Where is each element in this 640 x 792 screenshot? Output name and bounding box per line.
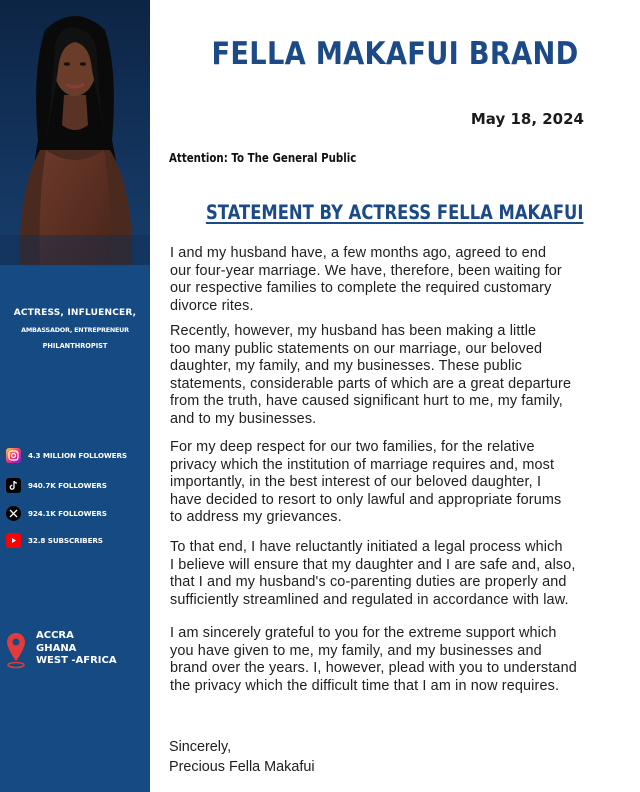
instagram-count: 4.3 MILLION FOLLOWERS (28, 451, 128, 460)
paragraph-line: For my deep respect for our two families, for the relative (170, 439, 535, 455)
paragraph-line: Recently, however, my husband has been making a little (170, 323, 537, 339)
instagram-followers[interactable] (6, 448, 150, 463)
x-count: 924.1K FOLLOWERS (28, 509, 107, 518)
statement-title (150, 201, 640, 224)
tiktok-icon (6, 478, 21, 493)
x-icon (6, 506, 21, 521)
tiktok-count: 940.7K FOLLOWERS (28, 481, 107, 490)
statement-title-text: STATEMENT BY ACTRESS FELLA MAKAFUI (206, 201, 584, 224)
paragraph-line: I am sincerely grateful to you for the extreme support which (170, 625, 557, 641)
paragraph-line: to address my grievances. (170, 509, 342, 526)
paragraph-line: that I and my husband's co-parenting duties are properly and (170, 574, 567, 591)
sidebar (0, 0, 150, 792)
paragraph-1 (170, 245, 562, 315)
role-line: AMBASSADOR, ENTREPRENEUR (21, 326, 129, 334)
youtube-count: 32.8 SUBSCRIBERS (28, 536, 103, 545)
youtube-icon (6, 533, 21, 548)
paragraph-line: I and my husband have, a few months ago, agreed to end (170, 245, 547, 261)
paragraph-2 (170, 323, 571, 429)
paragraph-line: privacy which the institution of marriage requires and, most (170, 456, 555, 473)
paragraph-5 (170, 625, 577, 695)
signature-name: Precious Fella Makafui (169, 759, 315, 775)
location-region: WEST -AFRICA (36, 655, 117, 666)
paragraph-line: To that end, I have reluctantly initiated a legal process which (170, 539, 563, 555)
role-line: PHILANTHROPIST (42, 342, 108, 350)
paragraph-line: and to my businesses. (170, 410, 317, 427)
paragraph-line: importantly, in the best interest of our beloved daughter, I (170, 474, 542, 491)
paragraph-line: brand over the years. I, however, plead with you to understand (170, 660, 577, 677)
role-line: ACTRESS, INFLUENCER, (13, 308, 137, 318)
tiktok-followers[interactable] (6, 478, 150, 493)
instagram-icon (6, 448, 21, 463)
paragraph-line: have decided to resort to only lawful and appropriate forums (170, 491, 562, 508)
letter (150, 0, 640, 792)
paragraph-line: sufficiently streamlined and regulated in accordance with law. (170, 591, 569, 608)
paragraph-line: too many public statements on our marriage, our beloved (170, 340, 543, 357)
paragraph-line: statements, considerable parts of which are a great departure (170, 375, 572, 392)
roles-block (0, 308, 150, 350)
paragraph-line: the privacy which the difficult time that I am in now requires. (170, 677, 560, 694)
location-block (6, 630, 117, 670)
paragraph-line: you have given to me, my family, and my businesses and (170, 642, 542, 659)
youtube-subscribers[interactable] (6, 533, 150, 548)
paragraph-line: I believe will ensure that my daughter and I are safe and, also, (170, 556, 576, 573)
paragraph-line: our four-year marriage. We have, therefore, been waiting for (170, 262, 562, 279)
location-country: GHANA (36, 642, 77, 654)
paragraph-line: daughter, my family, and my businesses. These public (170, 358, 523, 375)
brand-title: FELLA MAKAFUI BRAND (211, 36, 579, 72)
closing-salutation: Sincerely, (169, 739, 232, 755)
paragraph-3 (170, 439, 561, 527)
letter-date: May 18, 2024 (470, 110, 584, 128)
paragraph-line: divorce rites. (170, 297, 254, 314)
portrait-photo (0, 0, 150, 265)
location-city: ACCRA (36, 630, 74, 641)
closing-block (169, 737, 315, 777)
location-pin-icon (6, 632, 26, 670)
paragraph-line: our respective families to complete the required customary (170, 280, 552, 297)
paragraph-line: from the truth, have caused significant hurt to me, my family, (170, 393, 563, 410)
attention-line: Attention: To The General Public (169, 150, 357, 165)
x-followers[interactable] (6, 506, 150, 521)
paragraph-4 (170, 539, 576, 609)
